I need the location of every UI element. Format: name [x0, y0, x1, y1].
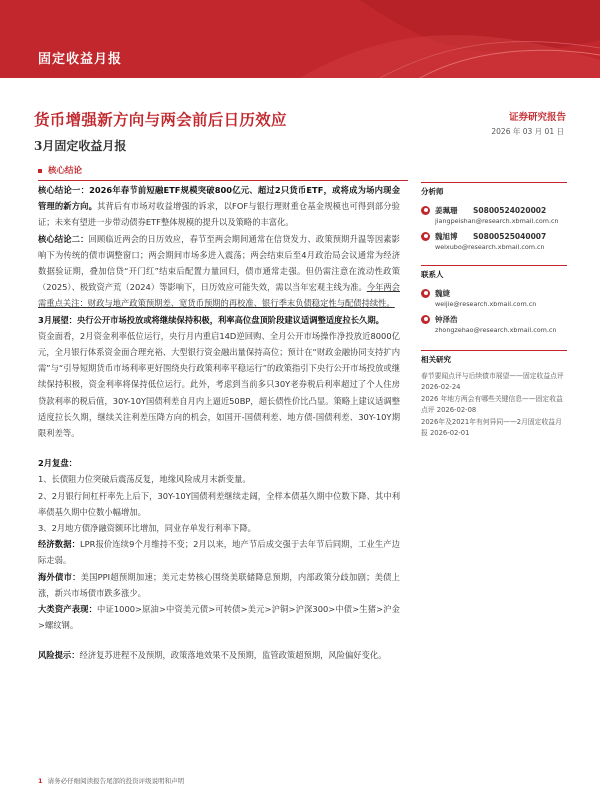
person-icon [421, 315, 430, 324]
related-report-link[interactable]: 2026 年地方两会有哪些关键信息——固定收益点评 2026-02-08 [421, 395, 563, 414]
analyst-email[interactable]: jiangpeishan@research.xbmail.com.cn [435, 217, 559, 225]
core-conclusion-heading: 核心结论 [38, 164, 408, 180]
person-icon [421, 232, 430, 241]
review-item: 1、长债阻力位突破后震荡反复，地缘风险成月末新变量。 [38, 474, 251, 485]
page-number: 1 [38, 777, 43, 785]
review-item: 3、2月地方债净融资额环比增加，同业存单发行利率下降。 [38, 523, 256, 534]
sidebar [421, 182, 567, 440]
related-report-link[interactable]: 2026年及2021年有何异同——2月固定收益月报 2026-02-01 [421, 418, 562, 437]
related-research-heading: 相关研究 [421, 350, 567, 365]
main-body [38, 182, 400, 664]
analyst-row: 姜珮珊 S0800524020002 [421, 203, 567, 217]
bullet-icon [38, 169, 42, 173]
related-report-link[interactable]: 春节要闻点评与后续债市展望——固定收益点评 2026-02-24 [421, 372, 564, 391]
report-subtitle: 3月固定收益月报 [34, 139, 127, 153]
conclusion-two: 核心结论二：回顾临近两会的日历效应，春节至两会期间通常在信贷发力、政策预期升温等因素影响下为传统的债市调整窗口；两会期间市场多进入震荡；两会结束后至4月政治局会议通常为经济数据验证期，叠加信贷“开门红”结束后配置力量回归，债市通常走强。但仍需注意在流动性政策（2025）、极致资产荒（2024）等影响下，日历效应可能失效，需以当年宏观主线为准。今年两会需重点关注：财政与地产政策预期差、宽货币预期的再校准、银行季末负债稳定性与配债持续性。 [38, 233, 400, 309]
overseas-bonds: 海外债市：美国PPI超预期加速；美元走势核心围绕美联储降息预期，内部政策分歧加剧；美债上涨，新兴市场债市跌多涨少。 [38, 571, 400, 598]
analyst-email[interactable]: weixubo@research.xbmail.com.cn [435, 243, 545, 251]
page-footer [38, 776, 184, 785]
header-banner [0, 0, 600, 78]
review-item: 2、2月银行间杠杆率先上后下，30Y-10Y国债利差继续走阔，全样本债基久期中位数下降、其中利率债基久期中位数小幅增加。 [38, 490, 400, 517]
contact-row: 钟泽浩 [421, 312, 567, 326]
report-title: 货币增强新方向与两会前后日历效应 [34, 110, 287, 129]
asset-performance: 大类资产表现：中证1000>原油>中资美元债>可转债>美元>沪铜>沪深300>中债>生猪>沪金>螺纹钢。 [38, 604, 400, 631]
review-heading: 2月复盘： [38, 458, 77, 469]
economic-data: 经济数据：LPR报价连续9个月维持不变；2月以来，地产节后成交强于去年节后同期，工业生产边际走弱。 [38, 539, 400, 566]
disclaimer-text: 请务必仔细阅读报告尾部的投资评级说明和声明 [47, 777, 185, 785]
march-outlook: 3月展望：央行公开市场投放或将继续保持积极，利率高位盘顶阶段建议适调整适度拉长久期。 [38, 314, 384, 325]
march-outlook-body: 资金面看，2月资金利率低位运行，央行月内重启14D逆回购、全月公开市场操作净投放近8000亿元，全月银行体系资金面合理充裕、大型银行资金融出量保持高位；预计在“财政金融协同支持扩内需”与“引导短期货币市场利率更好围绕央行政策利率平稳运行”的政策指引下央行公开市场投放或继续保持积极，资金利率将保持低位运行。此外，考虑到当前多只30Y老券税后利率超过了个人住房贷款利率的税后值，30Y-10Y国债利差自月内上逼近50BP，超长债性价比凸显。策略上建议适调整适度拉长久期，继续关注利差压降方向的机会，如国开-国债利差、地方债-国债利差、30Y-10Y期限利差等。 [38, 330, 400, 439]
report-series: 固定收益月报 [38, 52, 123, 67]
conclusion-one: 核心结论一：2026年春节前短融ETF规模突破800亿元、超过2只货币ETF，或将成为场内现金管理的新方向。其背后有市场对收益增强的诉求，以FOF与银行理财重仓基金规模也可得到部分验证；未来有望进一步带动债券ETF整体规模的提升以及策略的丰富化。 [38, 185, 400, 228]
person-icon [421, 206, 430, 215]
report-type: 证券研究报告 [508, 112, 566, 123]
analysts-heading: 分析师 [421, 182, 567, 197]
risk-warning: 风险提示：经济复苏进程不及预期，政策落地效果不及预期，监管政策超预期，风险偏好变化。 [38, 650, 387, 661]
contact-email[interactable]: weijie@research.xbmail.com.cn [435, 300, 537, 308]
analyst-row: 魏旭博 S0800525040007 [421, 229, 567, 243]
heading-rule [38, 180, 408, 181]
report-date: 2026 年 03 月 01 日 [491, 127, 564, 136]
contacts-heading: 联系人 [421, 265, 567, 280]
contact-email[interactable]: zhongzehao@research.xbmail.com.cn [435, 326, 557, 334]
contact-row: 魏婕 [421, 286, 567, 300]
person-icon [421, 289, 430, 298]
